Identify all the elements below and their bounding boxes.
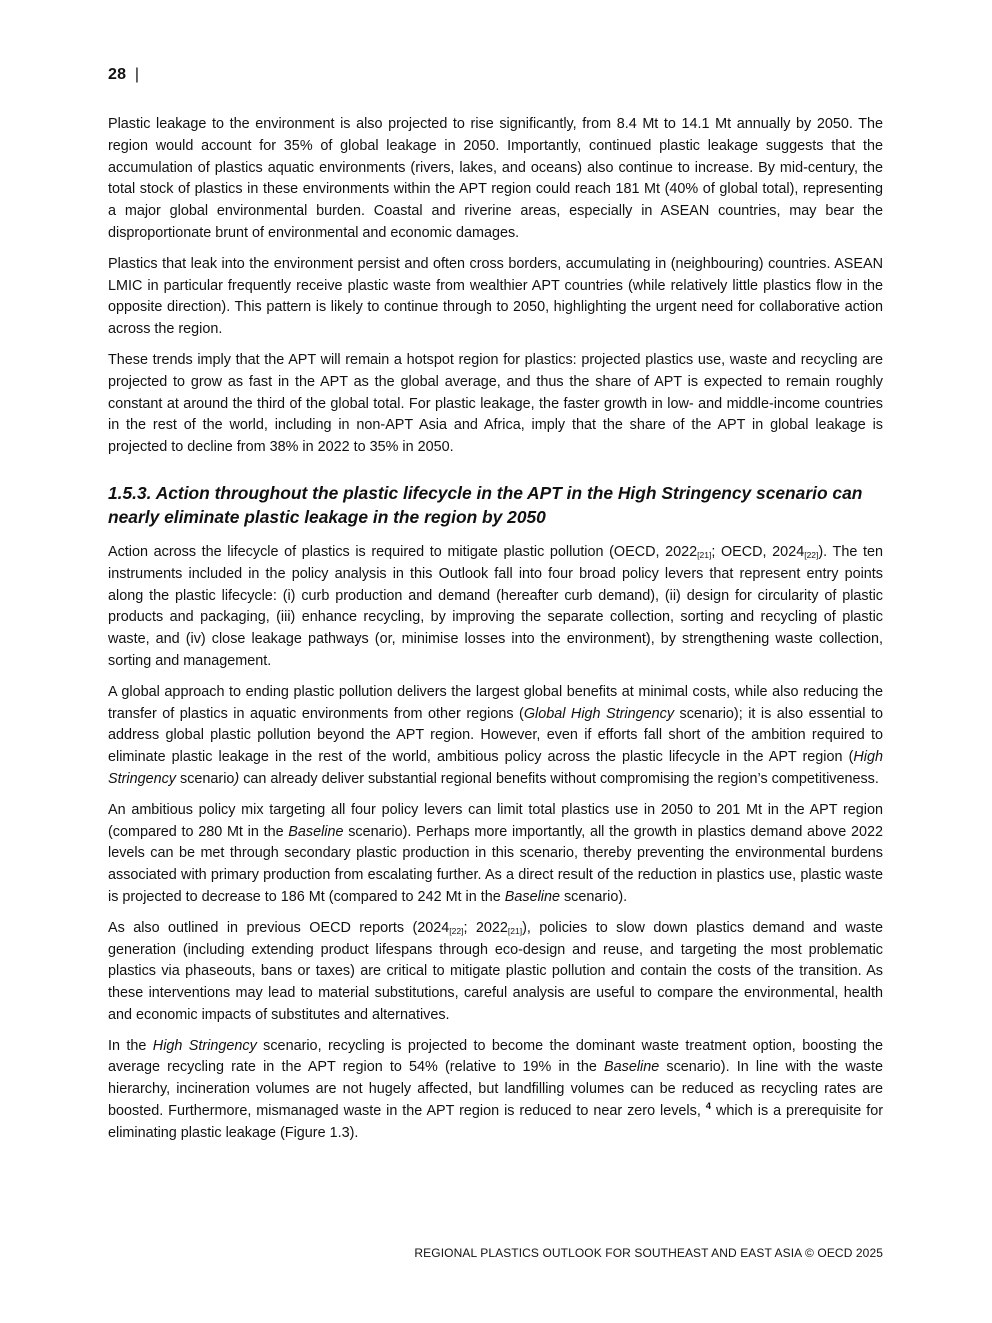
page-number-separator: |: [134, 66, 140, 83]
paragraph-transboundary: Plastics that leak into the environment persist and often cross borders, accumulating in (neighbouring) countries. ASEAN LMIC in particular frequently receive plastic waste from wealthier APT countries (while relatively little plastics flow in the opposite direction). This pattern is likely to continue through to 2050, highlighting the urgent need for collaborative action across the region.: [108, 255, 883, 338]
paragraph-recycling: In the High Stringency scenario, recycling is projected to become the dominant waste treatment option, boosting the average recycling rate in the APT region to 54% (relative to 19% in the Baseline scenario). In line with the waste hierarchy, incineration volumes are not hugely affected, but landfilling volumes can be reduced as recycling rates are boosted. Furthermore, mismanaged waste in the APT region is reduced to near zero levels, $^4$ which is a prerequisite for eliminating plastic leakage (Figure 1.3).: [108, 1037, 883, 1141]
paragraph-policy-levers: Action across the lifecycle of plastics is required to mitigate plastic pollution (OECD, $2022_{[21]}$; OECD, $2024_{[22]}$). The ten instruments included in the policy analysis in this Outlook fall into four broad policy levers that represent entry points along the plastic lifecycle: (i) curb production and demand (hereafter curb demand), (ii) design for circularity of plastic products and packaging, (iii) enhance recycling, by improving the separate collection, sorting and recycling of plastic waste, and (iv) close leakage pathways (or, minimise losses into the environment), by strengthening waste collection, sorting and management.: [108, 543, 883, 669]
paragraph-oecd-reports: As also outlined in previous OECD reports ($2024_{[22]}$; $2022_{[21]}$), policies to slow down plastics demand and waste generation (including extending product lifespans through eco-design and reuse, and targeting the most problematic plastics via phaseouts, bans or taxes) are critical to mitigate plastic pollution and contain the costs of the transition. As these interventions may lead to material substitutions, careful analysis are useful to compare the environmental, health and economic impacts of substitutes and alternatives.: [108, 919, 883, 1023]
paragraph-leakage-projection: Plastic leakage to the environment is also projected to rise significantly, from 8.4 Mt to 14.1 Mt annually by 2050. The region would account for 35% of global leakage in 2050. Importantly, continued plastic leakage suggests that the accumulation of plastics aquatic environments (rivers, lakes, and oceans) also continue to increase. By mid-century, the total stock of plastics in these environments within the APT region could reach 181 Mt (40% of global total), representing a major global environmental burden. Coastal and riverine areas, especially in ASEAN countries, may bear the disproportionate brunt of environmental and economic damages.: [108, 116, 883, 241]
reference-22[interactable]: [22]: [804, 549, 819, 560]
paragraph-policy-mix: An ambitious policy mix targeting all four policy levers can limit total plastics use in 2050 to 201 Mt in the APT region (compared to 280 Mt in the Baseline scenario). Perhaps more importantly, all the growth in plastics demand above 2022 levels can be met through secondary plastic production in this scenario, thereby preventing the environmental burdens associated with primary production from escalating further. As a direct result of the reduction in plastics use, plastic waste is projected to decrease to 186 Mt (compared to 242 Mt in the Baseline scenario).: [108, 801, 883, 905]
section-heading: 1.5.3. Action throughout the plastic lifecycle in the APT in the High Stringency scenario can nearly eliminate plastic leakage in the region by 2050: [108, 482, 863, 527]
page-header: [108, 66, 139, 84]
reference-22[interactable]: [22]: [449, 925, 464, 936]
reference-21[interactable]: [21]: [697, 549, 712, 560]
main-content: [108, 114, 883, 1154]
footnote-marker[interactable]: 4: [705, 1101, 712, 1113]
reference-21[interactable]: [21]: [507, 925, 523, 936]
page-footer: REGIONAL PLASTICS OUTLOOK FOR SOUTHEAST AND EAST ASIA © OECD 2025: [414, 1246, 883, 1260]
paragraph-hotspot-trends: These trends imply that the APT will remain a hotspot region for plastics: projected plastics use, waste and recycling are projected to grow as fast in the APT as the global average, and thus the share of APT is expected to remain roughly constant at around the third of the global total. For plastic leakage, the faster growth in low- and middle-income countries in the rest of the world, including in non-APT Asia and Africa, imply that the share of the APT in global leakage is projected to decline from 38% in 2022 to 35% in 2050.: [108, 351, 883, 456]
page-number: 28: [108, 66, 127, 83]
paragraph-global-approach: A global approach to ending plastic pollution delivers the largest global benefits at minimal costs, while also reducing the transfer of plastics in aquatic environments from other regions (Global High Stringency scenario); it is also essential to address global plastic pollution beyond the APT region. However, even if efforts fall short of the ambition required to eliminate plastic leakage in the rest of the world, ambitious policy across the plastic lifecycle in the APT region (High Stringency scenario) can already deliver substantial regional benefits without compromising the region’s competitiveness.: [108, 683, 883, 787]
